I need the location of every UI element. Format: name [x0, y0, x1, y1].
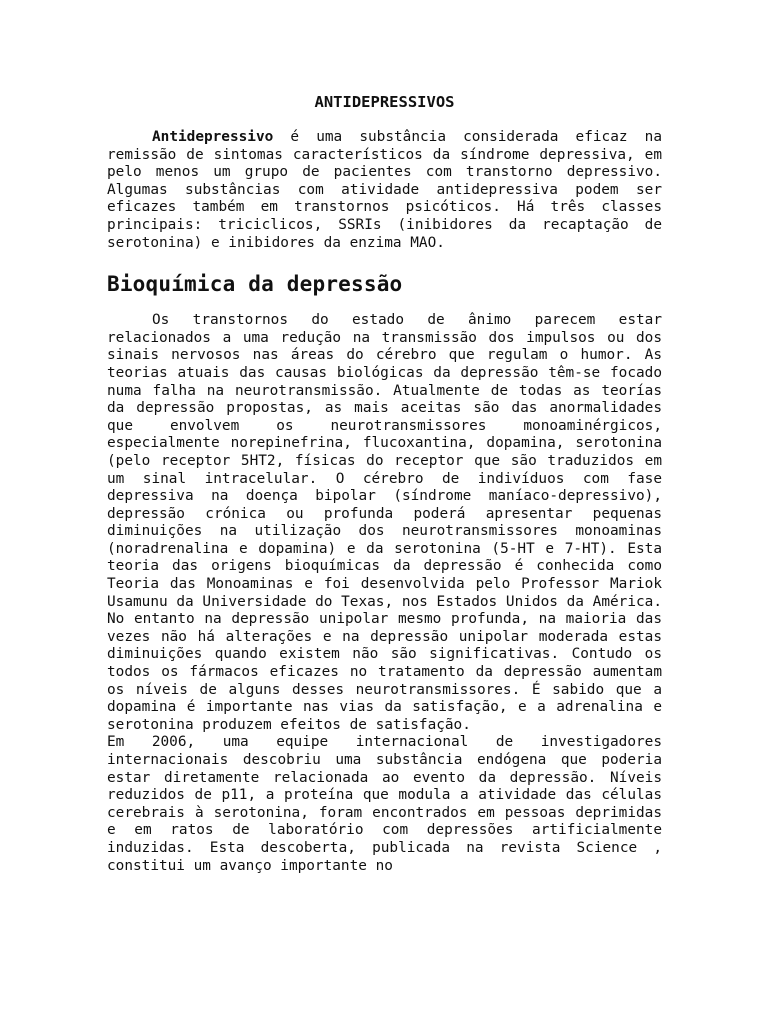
document-title: ANTIDEPRESSIVOS: [314, 93, 455, 111]
document-page: [107, 0, 662, 875]
section-heading: Bioquímica da depressão: [107, 272, 403, 297]
intro-paragraph: [107, 129, 662, 252]
section-paragraph-2: Em 2006, uma equipe internacional de investigadores internacionais descobriu uma substância endógena que poderia estar diretamente relacionada ao evento da depressão. Níveis reduzidos de p11, a proteína que modula a atividade das células cerebrais à serotonina, foram encontrados em pessoas deprimidas e em ratos de laboratório com depressões artificialmente induzidas. Esta descoberta, publicada na revista Science , constitui um avanço importante no: [107, 734, 662, 874]
intro-text: é uma substância considerada eficaz na remissão de sintomas característicos da síndrome depressiva, em pelo menos um grupo de pacientes com transtorno depressivo. Algumas substâncias com atividade antidepressiva podem ser eficazes também em transtornos psicóticos. Há três classes principais: triciclicos, SSRIs (inibidores da recaptação de serotonina) e inibidores da enzima MAO.: [107, 129, 662, 251]
section-paragraph-1: Os transtornos do estado de ânimo parecem estar relacionados a uma redução na transmissão dos impulsos ou dos sinais nervosos nas áreas do cérebro que regulam o humor. As teorias atuais das causas biológicas da depressão têm-se focado numa falha na neurotransmissão. Atualmente de todas as teorías da depressão propostas, as mais aceitas são das anormalidades que envolvem os neurotransmissores monoaminérgicos, especialmente norepinefrina, flucoxantina, dopamina, serotonina (pelo receptor 5HT2, físicas do receptor que são traduzidos em um sinal intracelular. O cérebro de indivíduos com fase depressiva na doença bipolar (síndrome maníaco-depressivo), depressão crónica ou profunda poderá apresentar pequenas diminuições na utilização dos neurotransmissores monoaminas (noradrenalina e dopamina) e da serotonina (5-HT e 7-HT). Esta teoria das origens bioquímicas da depressão é conhecida como Teoria das Monoaminas e foi desenvolvida pelo Professor Mariok Usamunu da Universidade do Texas, nos Estados Unidos da América. No entanto na depressão unipolar mesmo profunda, na maioria das vezes não há alterações e na depressão unipolar moderada estas diminuições quando existem não são significativas. Contudo os todos os fármacos eficazes no tratamento da depressão aumentam os níveis de alguns desses neurotransmissores. É sabido que a dopamina é importante nas vias da satisfação, e a adrenalina e serotonina produzem efeitos de satisfação.: [107, 312, 662, 733]
intro-term: Antidepressivo: [152, 129, 274, 145]
